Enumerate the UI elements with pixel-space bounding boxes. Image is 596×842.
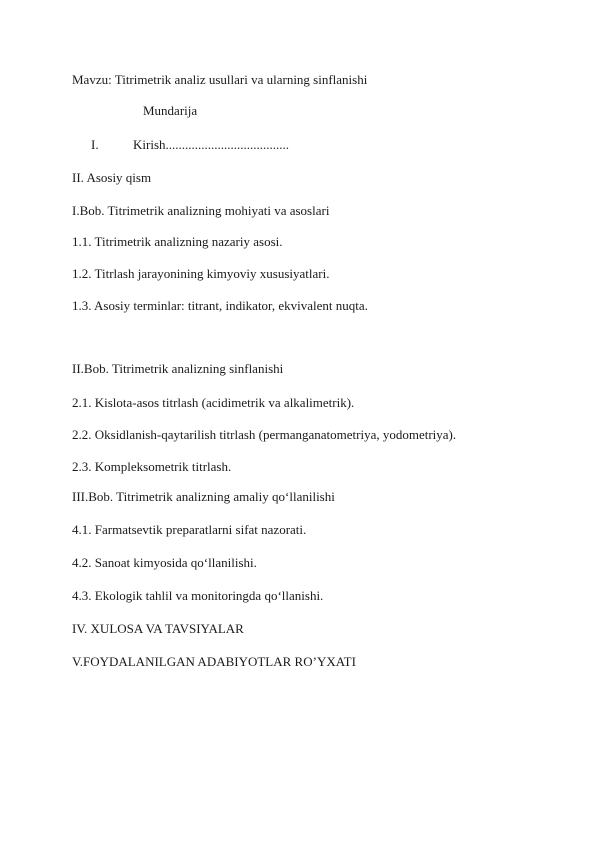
intro-number: I. <box>91 137 99 152</box>
chapter3-item-2: 4.2. Sanoat kimyosida qo‘llanilishi. <box>72 555 257 570</box>
conclusion-heading: IV. XULOSA VA TAVSIYALAR <box>72 621 244 636</box>
chapter1-title: I.Bob. Titrimetrik analizning mohiyati va asoslari <box>72 203 330 218</box>
chapter2-item-3: 2.3. Kompleksometrik titrlash. <box>72 459 232 474</box>
main-part-heading: II. Asosiy qism <box>72 170 152 185</box>
chapter2-item-2: 2.2. Oksidlanish-qaytarilish titrlash (permanganatometriya, yodometriya). <box>72 427 457 442</box>
contents-heading: Mundarija <box>143 103 198 118</box>
chapter2-title: II.Bob. Titrimetrik analizning sinflanishi <box>72 361 284 376</box>
chapter3-title: III.Bob. Titrimetrik analizning amaliy qo‘llanilishi <box>72 489 335 504</box>
intro-label: Kirish...................................... <box>133 137 289 152</box>
chapter3-item-3: 4.3. Ekologik tahlil va monitoringda qo‘llanishi. <box>72 588 324 603</box>
chapter1-item-3: 1.3. Asosiy terminlar: titrant, indikator, ekvivalent nuqta. <box>72 298 368 313</box>
chapter2-item-1: 2.1. Kislota-asos titrlash (acidimetrik va alkalimetrik). <box>72 395 355 410</box>
references-heading: V.FOYDALANILGAN ADABIYOTLAR RO’YXATI <box>72 654 356 669</box>
chapter1-item-2: 1.2. Titrlash jarayonining kimyoviy xususiyatlari. <box>72 266 330 281</box>
chapter3-item-1: 4.1. Farmatsevtik preparatlarni sifat nazorati. <box>72 522 307 537</box>
topic-title: Mavzu: Titrimetrik analiz usullari va ularning sinflanishi <box>72 72 368 87</box>
chapter1-item-1: 1.1. Titrimetrik analizning nazariy asosi. <box>72 234 283 249</box>
